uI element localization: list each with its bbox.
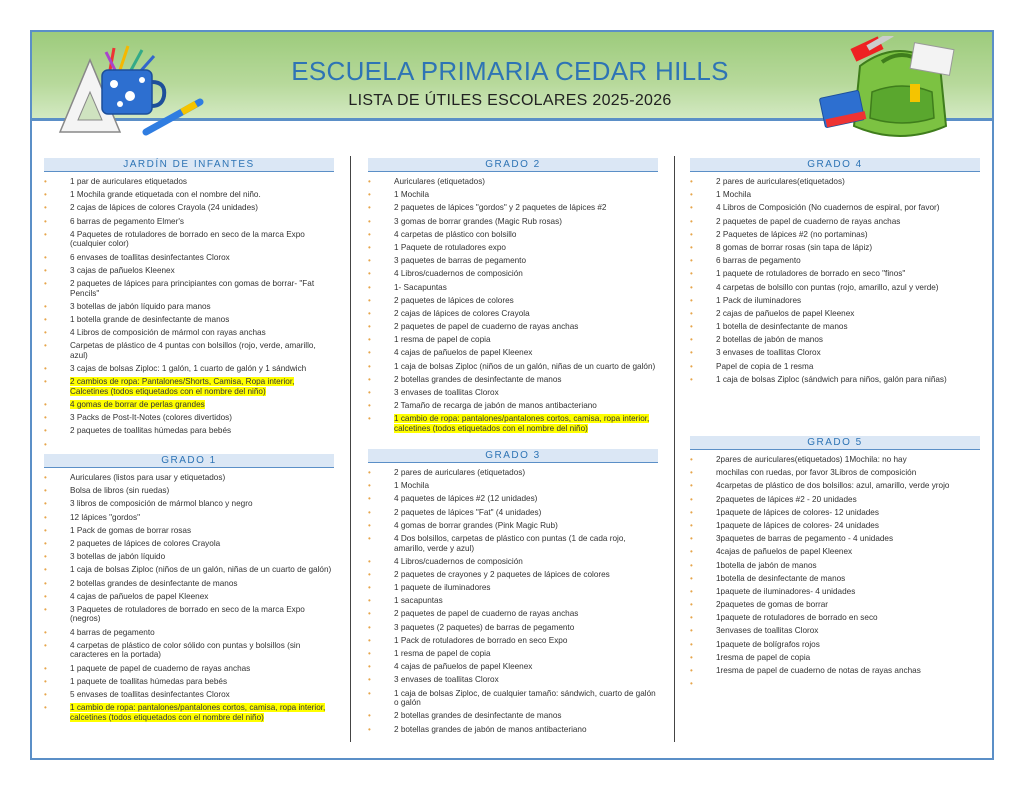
- section-title: JARDÍN DE INFANTES: [44, 158, 334, 172]
- list-item: • 1 caja de bolsas Ziploc (sándwich para niños, galón para niñas): [690, 375, 980, 385]
- list-item: • 1 paquete de rotuladores de borrado en seco "finos": [690, 269, 980, 279]
- list-item: • 1- Sacapuntas: [368, 283, 658, 293]
- list-item: • 4 Libros de Composición (No cuadernos de espiral, por favor): [690, 203, 980, 213]
- list-item: • 4 cajas de pañuelos de papel Kleenex: [44, 592, 334, 602]
- list-item: • 2 botellas grandes de desinfectante de manos: [44, 579, 334, 589]
- list-item: • 2 pares de auriculares (etiquetados): [368, 468, 658, 478]
- list-item: • 3 cajas de pañuelos Kleenex: [44, 266, 334, 276]
- list-item: • 2 cajas de lápices de colores Crayola (24 unidades): [44, 203, 334, 213]
- list-item: • 1paquete de iluminadores- 4 unidades: [690, 587, 980, 597]
- list-item: • 3envases de toallitas Clorox: [690, 626, 980, 636]
- column-divider: [674, 156, 675, 742]
- list-item: • 2 botellas de jabón de manos: [690, 335, 980, 345]
- list-item: • 2 paquetes de crayones y 2 paquetes de lápices de colores: [368, 570, 658, 580]
- list-item: • 1 botella grande de desinfectante de manos: [44, 315, 334, 325]
- list-item: • 1botella de jabón de manos: [690, 561, 980, 571]
- list-item: • mochilas con ruedas, por favor 3Libros de composición: [690, 468, 980, 478]
- list-item: • 1 paquete de toallitas húmedas para bebés: [44, 677, 334, 687]
- section-grade4: [690, 158, 980, 388]
- list-item: • 2 botellas grandes de jabón de manos antibacteriano: [368, 725, 658, 735]
- list-item: • 4 barras de pegamento: [44, 628, 334, 638]
- list-item: • 1resma de papel de copia: [690, 653, 980, 663]
- list-item: • 8 gomas de borrar rosas (sin tapa de lápiz): [690, 243, 980, 253]
- section-title: GRADO 3: [368, 449, 658, 463]
- list-item: • 1 Mochila: [368, 190, 658, 200]
- page-subtitle: LISTA DE ÚTILES ESCOLARES 2025-2026: [348, 92, 672, 109]
- list-item: • 2 botellas grandes de desinfectante de manos: [368, 375, 658, 385]
- section-grade3: [368, 449, 658, 738]
- list-item: • 4 Libros/cuadernos de composición: [368, 557, 658, 567]
- list-item: • 2 botellas grandes de desinfectante de manos: [368, 711, 658, 721]
- list-item: • 12 lápices "gordos": [44, 513, 334, 523]
- list-item: • 4 carpetas de plástico con bolsillo: [368, 230, 658, 240]
- list-item: • 1 Pack de iluminadores: [690, 296, 980, 306]
- list-item: • 1 caja de bolsas Ziploc, de cualquier tamaño: sándwich, cuarto de galón o galón: [368, 689, 658, 708]
- list-item: • 1 Mochila grande etiquetada con el nombre del niño.: [44, 190, 334, 200]
- list-item: • 4cajas de pañuelos de papel Kleenex: [690, 547, 980, 557]
- list-item: • 4 carpetas de plástico de color sólido con puntas y bolsillos (sin caracteres en la portada): [44, 641, 334, 660]
- list-item: • 4 Paquetes de rotuladores de borrado en seco de la marca Expo (cualquier color): [44, 230, 334, 249]
- list-item: • 3 cajas de bolsas Ziploc: 1 galón, 1 cuarto de galón y 1 sándwich: [44, 364, 334, 374]
- list-item: • 2 paquetes de papel de cuaderno de rayas anchas: [368, 322, 658, 332]
- list-item: • 1 Pack de rotuladores de borrado en seco Expo: [368, 636, 658, 646]
- list-item: • 1 resma de papel de copia: [368, 335, 658, 345]
- list-item: • 3 envases de toallitas Clorox: [368, 675, 658, 685]
- section-grade1: [44, 454, 334, 726]
- list-item: • 2 pares de auriculares(etiquetados): [690, 177, 980, 187]
- list-item: • 2 paquetes de lápices "gordos" y 2 paquetes de lápices #2: [368, 203, 658, 213]
- list-item: • 2 paquetes de lápices "Fat" (4 unidades): [368, 508, 658, 518]
- list-item: • 2 paquetes de lápices de colores: [368, 296, 658, 306]
- school-supplies-illustration: [50, 40, 210, 140]
- list-item: • 1 botella de desinfectante de manos: [690, 322, 980, 332]
- list-item: • 1 paquete de iluminadores: [368, 583, 658, 593]
- section-title: GRADO 2: [368, 158, 658, 172]
- list-item: • 4 paquetes de lápices #2 (12 unidades): [368, 494, 658, 504]
- list-item: • 1 caja de bolsas Ziploc (niños de un galón, niñas de un cuarto de galón): [368, 362, 658, 372]
- list-item: • 1 Pack de gomas de borrar rosas: [44, 526, 334, 536]
- empty-list-item: [44, 440, 334, 448]
- list-item: • 1paquete de lápices de colores- 24 unidades: [690, 521, 980, 531]
- list-item-highlighted: • 1 cambio de ropa: pantalones/pantalones cortos, camisa, ropa interior, calcetines (todos etiquetados con el nombre del niño): [368, 414, 658, 433]
- section-title: GRADO 1: [44, 454, 334, 468]
- supply-list: [44, 473, 334, 722]
- list-item: • 3 Paquetes de rotuladores de borrado en seco de la marca Expo (negros): [44, 605, 334, 624]
- list-item: • 1 resma de papel de copia: [368, 649, 658, 659]
- list-item: • 1paquete de bolígrafos rojos: [690, 640, 980, 650]
- list-item: • 4carpetas de plástico de dos bolsillos: azul, amarillo, verde yrojo: [690, 481, 980, 491]
- list-item: • 3 Packs de Post-It-Notes (colores divertidos): [44, 413, 334, 423]
- list-item: • 2pares de auriculares(etiquetados) 1Mochila: no hay: [690, 455, 980, 465]
- list-item: • 2 cajas de pañuelos de papel Kleenex: [690, 309, 980, 319]
- list-item: • 3 botellas de jabón líquido para manos: [44, 302, 334, 312]
- section-kinder: [44, 158, 334, 451]
- list-item: • 3paquetes de barras de pegamento - 4 unidades: [690, 534, 980, 544]
- list-item: • 1 Mochila: [690, 190, 980, 200]
- list-item: • 3 libros de composición de mármol blanco y negro: [44, 499, 334, 509]
- supply-list: [368, 468, 658, 734]
- list-item: • 3 paquetes de barras de pegamento: [368, 256, 658, 266]
- list-item: • 1resma de papel de cuaderno de notas de rayas anchas: [690, 666, 980, 676]
- list-item: • 3 paquetes (2 paquetes) de barras de pegamento: [368, 623, 658, 633]
- section-title: GRADO 4: [690, 158, 980, 172]
- list-item: • 4 carpetas de bolsillo con puntas (rojo, amarillo, azul y verde): [690, 283, 980, 293]
- list-item: • 4 Dos bolsillos, carpetas de plástico con puntas (1 de cada rojo, amarillo, verde y azul): [368, 534, 658, 553]
- backpack-illustration: [812, 36, 962, 146]
- list-item: • 4 cajas de pañuelos de papel Kleenex: [368, 348, 658, 358]
- list-item: • 1 caja de bolsas Ziploc (niños de un galón, niñas de un cuarto de galón): [44, 565, 334, 575]
- list-item: • 6 barras de pegamento Elmer's: [44, 217, 334, 227]
- list-item: • 4 Libros/cuadernos de composición: [368, 269, 658, 279]
- list-item: • 2 paquetes de papel de cuaderno de rayas anchas: [368, 609, 658, 619]
- list-item: • 6 barras de pegamento: [690, 256, 980, 266]
- list-item: • 1 Paquete de rotuladores expo: [368, 243, 658, 253]
- list-item: • 1botella de desinfectante de manos: [690, 574, 980, 584]
- list-item: • 3 envases de toallitas Clorox: [690, 348, 980, 358]
- list-item: • 1 sacapuntas: [368, 596, 658, 606]
- list-item: • 1paquete de rotuladores de borrado en seco: [690, 613, 980, 623]
- list-item: • 2 paquetes de lápices para principiantes con gomas de borrar- "Fat Pencils": [44, 279, 334, 298]
- list-item: • 1 Mochila: [368, 481, 658, 491]
- list-item: • Auriculares (listos para usar y etiquetados): [44, 473, 334, 483]
- list-item: • 4 gomas de borrar grandes (Pink Magic Rub): [368, 521, 658, 531]
- list-item-highlighted: • 1 cambio de ropa: pantalones/pantalones cortos, camisa, ropa interior, calcetines (todos etiquetados con el nombre del niño): [44, 703, 334, 722]
- list-item: • 2 cajas de lápices de colores Crayola: [368, 309, 658, 319]
- list-item: • 2 paquetes de toallitas húmedas para bebés: [44, 426, 334, 436]
- list-item: • 2 paquetes de lápices de colores Crayola: [44, 539, 334, 549]
- list-item: • 2 paquetes de papel de cuaderno de rayas anchas: [690, 217, 980, 227]
- list-item: • 3 botellas de jabón líquido: [44, 552, 334, 562]
- section-title: GRADO 5: [690, 436, 980, 450]
- supply-list: [44, 177, 334, 448]
- list-item: • 5 envases de toallitas desinfectantes Clorox: [44, 690, 334, 700]
- supply-list: [368, 177, 658, 434]
- list-item-highlighted: • 4 gomas de borrar de perlas grandes: [44, 400, 334, 410]
- list-item: • Auriculares (etiquetados): [368, 177, 658, 187]
- list-item: • 1 paquete de papel de cuaderno de rayas anchas: [44, 664, 334, 674]
- list-item: • 1paquete de lápices de colores- 12 unidades: [690, 508, 980, 518]
- supply-list: [690, 455, 980, 687]
- list-item: • 3 envases de toallitas Clorox: [368, 388, 658, 398]
- list-item: • Bolsa de libros (sin ruedas): [44, 486, 334, 496]
- column-divider: [350, 156, 351, 742]
- list-item: • 4 Libros de composición de mármol con rayas anchas: [44, 328, 334, 338]
- list-item: • 2 Tamaño de recarga de jabón de manos antibacteriano: [368, 401, 658, 411]
- empty-list-item: [690, 679, 980, 687]
- list-item: • 2paquetes de lápices #2 - 20 unidades: [690, 495, 980, 505]
- list-item: • 2paquetes de gomas de borrar: [690, 600, 980, 610]
- list-item: • 2 Paquetes de lápices #2 (no portaminas): [690, 230, 980, 240]
- list-item: • 3 gomas de borrar grandes (Magic Rub rosas): [368, 217, 658, 227]
- section-grade5: [690, 436, 980, 691]
- supply-list: [690, 177, 980, 384]
- list-item: • Papel de copia de 1 resma: [690, 362, 980, 372]
- list-item: • 6 envases de toallitas desinfectantes Clorox: [44, 253, 334, 263]
- list-item: • 1 par de auriculares etiquetados: [44, 177, 334, 187]
- list-item-highlighted: • 2 cambios de ropa: Pantalones/Shorts, Camisa, Ropa interior, Calcetines (todos etiquetados con el nombre del niño): [44, 377, 334, 396]
- page-title: ESCUELA PRIMARIA CEDAR HILLS: [291, 56, 729, 86]
- list-item: • Carpetas de plástico de 4 puntas con bolsillos (rojo, verde, amarillo, azul): [44, 341, 334, 360]
- section-grade2: [368, 158, 658, 437]
- list-item: • 4 cajas de pañuelos de papel Kleenex: [368, 662, 658, 672]
